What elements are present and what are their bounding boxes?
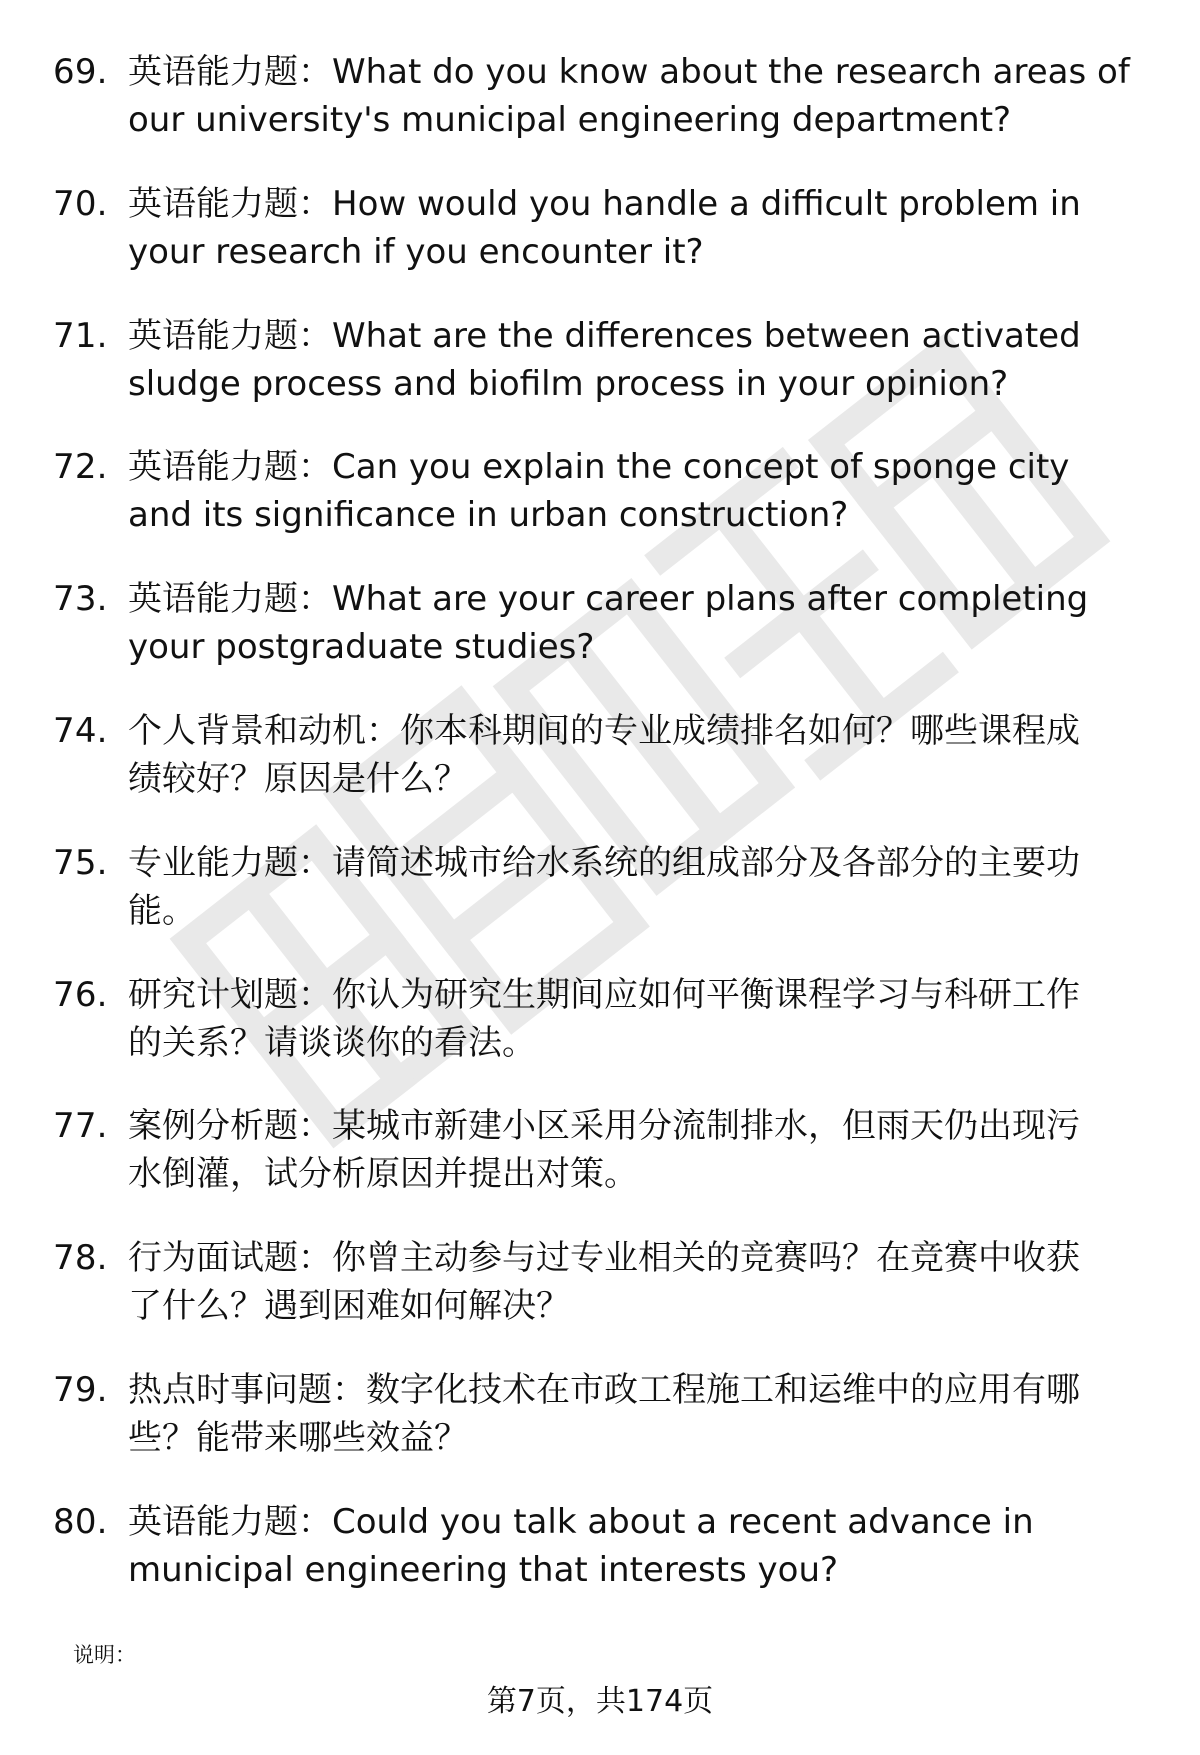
question-number: 80. — [53, 1501, 108, 1542]
question-text: 行为面试题：你曾主动参与过专业相关的竞赛吗？在竞赛中收获 了什么？遇到困难如何解决？ — [128, 1238, 1080, 1327]
question-text: 热点时事问题：数字化技术在市政工程施工和运维中的应用有哪 些？能带来哪些效益？ — [128, 1369, 1080, 1458]
question-text: 专业能力题：请简述城市给水系统的组成部分及各部分的主要功 能。 — [128, 842, 1080, 931]
question-number: 75. — [53, 842, 108, 883]
question-number: 78. — [53, 1238, 108, 1279]
question-number: 72. — [53, 447, 108, 488]
question-number: 73. — [53, 579, 108, 620]
question-number: 69. — [53, 52, 108, 92]
question-text: 英语能力题：Could you talk about a recent advance in municipal engineering that interests you? — [128, 1501, 1034, 1590]
list-item — [0, 1366, 1200, 1475]
list-item — [0, 180, 1200, 289]
list-item — [0, 1234, 1200, 1343]
note-label: 说明： — [73, 1643, 136, 1667]
list-item — [0, 1498, 1200, 1607]
question-number: 77. — [53, 1106, 108, 1147]
question-number: 71. — [53, 315, 108, 356]
question-text: 研究计划题：你认为研究生期间应如何平衡课程学习与科研工作 的关系？请谈谈你的看法。 — [128, 974, 1080, 1063]
question-number: 70. — [53, 183, 108, 224]
question-text: 英语能力题：How would you handle a difficult problem in your research if you encounter it? — [128, 183, 1081, 272]
question-text: 个人背景和动机：你本科期间的专业成绩排名如何？哪些课程成 绩较好？原因是什么？ — [128, 710, 1080, 799]
page-number-footer: 第7页，共174页 — [486, 1684, 714, 1719]
question-text: 英语能力题：Can you explain the concept of sponge city and its significance in urban construction? — [128, 447, 1070, 536]
question-list — [0, 48, 1200, 1630]
list-item — [0, 48, 1200, 157]
question-number: 74. — [53, 710, 108, 751]
question-number: 76. — [53, 974, 108, 1015]
question-text: 案例分析题：某城市新建小区采用分流制排水，但雨天仍出现污 水倒灌，试分析原因并提出对策。 — [128, 1106, 1080, 1195]
list-item — [0, 971, 1200, 1080]
list-item — [0, 312, 1200, 421]
question-text: 英语能力题：What are your career plans after completing your postgraduate studies? — [128, 579, 1089, 668]
question-text: 英语能力题：What do you know about the research areas of our university's municipal engineering department? — [128, 52, 1130, 140]
question-number: 79. — [53, 1369, 108, 1410]
list-item — [0, 575, 1200, 684]
list-item — [0, 707, 1200, 816]
list-item — [0, 443, 1200, 552]
question-text: 英语能力题：What are the differences between activated sludge process and biofilm process in your opinion? — [128, 315, 1081, 404]
list-item — [0, 1102, 1200, 1211]
list-item — [0, 839, 1200, 948]
